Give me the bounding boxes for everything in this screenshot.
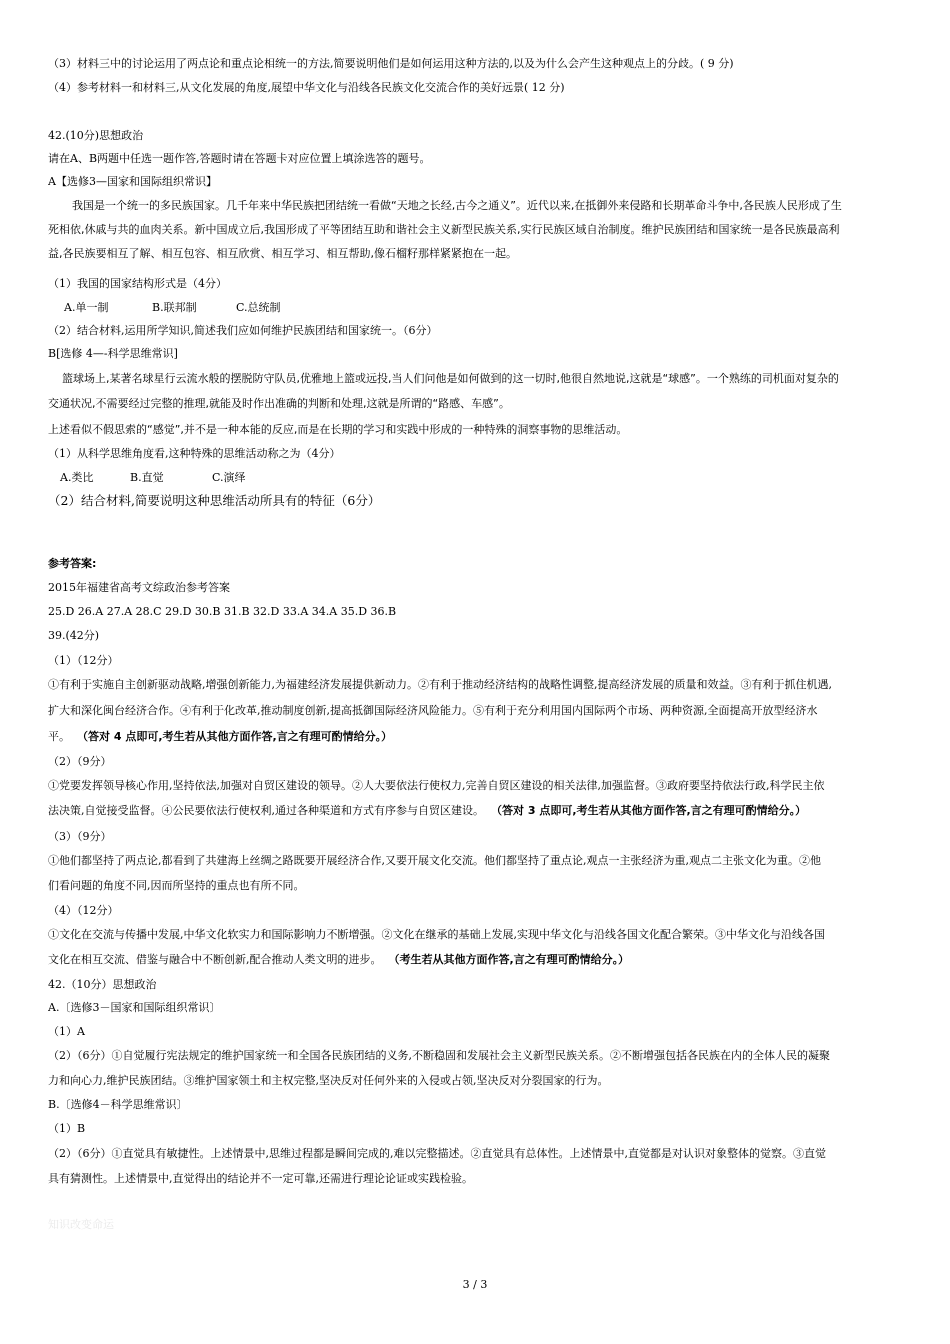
option-a-material-line-1: 我国是一个统一的多民族国家。几千年来中华民族把团结统一看做“天地之长经,古今之通义”。近代以来,在抵御外来侵路和长期革命斗争中,各民族人民形成了生 [72, 199, 842, 212]
choice-b: B.直觉 [130, 471, 164, 484]
choice-a: A.单一制 [64, 301, 109, 314]
option-b-question-2: （2）结合材料,简要说明这种思维活动所具有的特征（6分） [48, 493, 381, 508]
answer-39-1-line-1: ①有利于实施自主创新驱动战略,增强创新能力,为福建经济发展提供新动力。②有利于推动经济结构的战略性调整,提高经济发展的质量和效益。③有利于抓住机遇, [48, 678, 832, 691]
grading-note: （考生若从其他方面作答,言之有理可酌情给分。） [388, 953, 630, 966]
answer-42-a-1: （1）A [48, 1025, 85, 1038]
option-a-material-line-3: 益,各民族要相互了解、相互包容、相互欣赏、相互学习、相互帮助,像石榴籽那样紧紧抱在一起。 [48, 247, 517, 260]
grading-note: （答对 3 点即可,考生若从其他方面作答,言之有理可酌情给分。） [491, 804, 807, 817]
answer-42-b-2-line-2: 具有猜测性。上述情景中,直觉得出的结论并不一定可靠,还需进行理论论证或实践检验。 [48, 1172, 473, 1185]
question-42-instruction: 请在A、B两题中任选一题作答,答题时请在答题卡对应位置上填涂选答的题号。 [48, 152, 431, 165]
option-a-question-1-choices [48, 300, 908, 316]
answer-42-a-heading: A.〔选修3－国家和国际组织常识〕 [48, 1001, 221, 1014]
option-a-material-line-2: 死相依,休戚与共的血肉关系。新中国成立后,我国形成了平等团结互助和谐社会主义新型民族关系,实行民族区域自治制度。维护民族团结和国家统一是各民族最高利 [48, 223, 840, 236]
choice-c: C.演绎 [212, 471, 246, 484]
grading-note: （答对 4 点即可,考生若从其他方面作答,言之有理可酌情给分。） [77, 730, 393, 743]
option-a-question-2: （2）结合材料,运用所学知识,简述我们应如何维护民族团结和国家统一。（6分） [48, 324, 438, 337]
watermark: 知识改变命运 [48, 1218, 114, 1231]
answer-39-3-line-2: 们看问题的角度不同,因而所坚持的重点也有所不同。 [48, 879, 305, 892]
page-number: 3 / 3 [462, 1278, 488, 1291]
option-b-material-line-2: 交通状况,不需要经过完整的推理,就能及时作出准确的判断和处理,这就是所谓的“路感、车感”。 [48, 397, 510, 410]
option-a-question-1: （1）我国的国家结构形式是（4分） [48, 277, 227, 290]
answer-39-4-line-1: ①文化在交流与传播中发展,中华文化软实力和国际影响力不断增强。②文化在继承的基础上发展,实现中华文化与沿线各国文化配合繁荣。③中华文化与沿线各国 [48, 928, 825, 941]
answer-39-1-label: （1）（12分） [48, 654, 119, 667]
question-42-title: 42.(10分)思想政治 [48, 129, 144, 142]
multiple-choice-answers: 25.D 26.A 27.A 28.C 29.D 30.B 31.B 32.D 33.A 34.A 35.D 36.B [48, 605, 397, 618]
answer-39-3-line-1: ①他们都坚持了两点论,都看到了共建海上丝绸之路既要开展经济合作,又要开展文化交流。他们都坚持了重点论,观点一主张经济为重,观点二主张文化为重。②他 [48, 854, 821, 867]
option-a-heading: A【选修3—国家和国际组织常识】 [48, 175, 217, 188]
answer-39-3-label: （3）（9分） [48, 830, 112, 843]
answer-39-1-line-3: 平。 （答对 4 点即可,考生若从其他方面作答,言之有理可酌情给分。） [48, 730, 393, 743]
option-b-material-line-3: 上述看似不假思索的“感觉”,并不是一种本能的反应,而是在长期的学习和实践中形成的一种特殊的洞察事物的思维活动。 [48, 423, 628, 436]
answer-39-1-line-2: 扩大和深化闽台经济合作。④有利于化改革,推动制度创新,提高抵御国际经济风险能力。⑤有利于充分利用国内国际两个市场、两种资源,全面提高开放型经济水 [48, 704, 818, 717]
question-41-3: （3）材料三中的讨论运用了两点论和重点论相统一的方法,简要说明他们是如何运用这种方法的,以及为什么会产生这种观点上的分歧。( 9 分) [48, 57, 734, 70]
answer-42-title: 42.（10分）思想政治 [48, 978, 157, 991]
option-b-question-1: （1）从科学思维角度看,这种特殊的思维活动称之为（4分） [48, 447, 341, 460]
answer-39-2-line-1: ①党要发挥领导核心作用,坚持依法,加强对自贸区建设的领导。②人大要依法行使权力,完善自贸区建设的相关法律,加强监督。③政府要坚持依法行政,科学民主依 [48, 779, 825, 792]
answer-39-4-line-2: 文化在相互交流、借鉴与融合中不断创新,配合推动人类文明的进步。 （考生若从其他方面作答,言之有理可酌情给分。） [48, 953, 630, 966]
answer-39-2-line-2: 法决策,自觉接受监督。④公民要依法行使权利,通过各种渠道和方式有序参与自贸区建设。 （答对 3 点即可,考生若从其他方面作答,言之有理可酌情给分。） [48, 804, 807, 817]
answer-42-a-2-line-2: 力和向心力,维护民族团结。③维护国家领土和主权完整,坚决反对任何外来的入侵或占领,坚决反对分裂国家的行为。 [48, 1074, 609, 1087]
option-b-heading: B[选修 4—-科学思维常识] [48, 347, 178, 360]
answers-heading: 参考答案: [48, 557, 97, 570]
option-b-question-1-choices [48, 470, 908, 486]
choice-c: C.总统制 [236, 301, 281, 314]
answers-subtitle: 2015年福建省高考文综政治参考答案 [48, 581, 230, 594]
choice-b: B.联邦制 [152, 301, 197, 314]
answer-42-b-1: （1）B [48, 1122, 86, 1135]
question-41-4: （4）参考材料一和材料三,从文化发展的角度,展望中华文化与沿线各民族文化交流合作的美好远景( 12 分) [48, 81, 565, 94]
answer-42-b-heading: B.〔选修4－科学思维常识〕 [48, 1098, 188, 1111]
answer-39-4-label: （4）（12分） [48, 904, 119, 917]
answer-39-2-label: （2）（9分） [48, 755, 112, 768]
question-39-title: 39.(42分) [48, 629, 100, 642]
choice-a: A.类比 [60, 471, 94, 484]
answer-42-a-2-line-1: （2）（6分）①自觉履行宪法规定的维护国家统一和全国各民族团结的义务,不断稳固和发展社会主义新型民族关系。②不断增强包括各民族在内的全体人民的凝聚 [48, 1049, 830, 1062]
option-b-material-line-1: 篮球场上,某著名球星行云流水般的摆脱防守队员,优雅地上篮或远投,当人们问他是如何做到的这一切时,他很自然地说,这就是“球感”。一个熟练的司机面对复杂的 [62, 372, 839, 385]
answer-42-b-2-line-1: （2）（6分）①直觉具有敏捷性。上述情景中,思维过程都是瞬间完成的,难以完整描述。②直觉具有总体性。上述情景中,直觉都是对认识对象整体的觉察。③直觉 [48, 1147, 826, 1160]
